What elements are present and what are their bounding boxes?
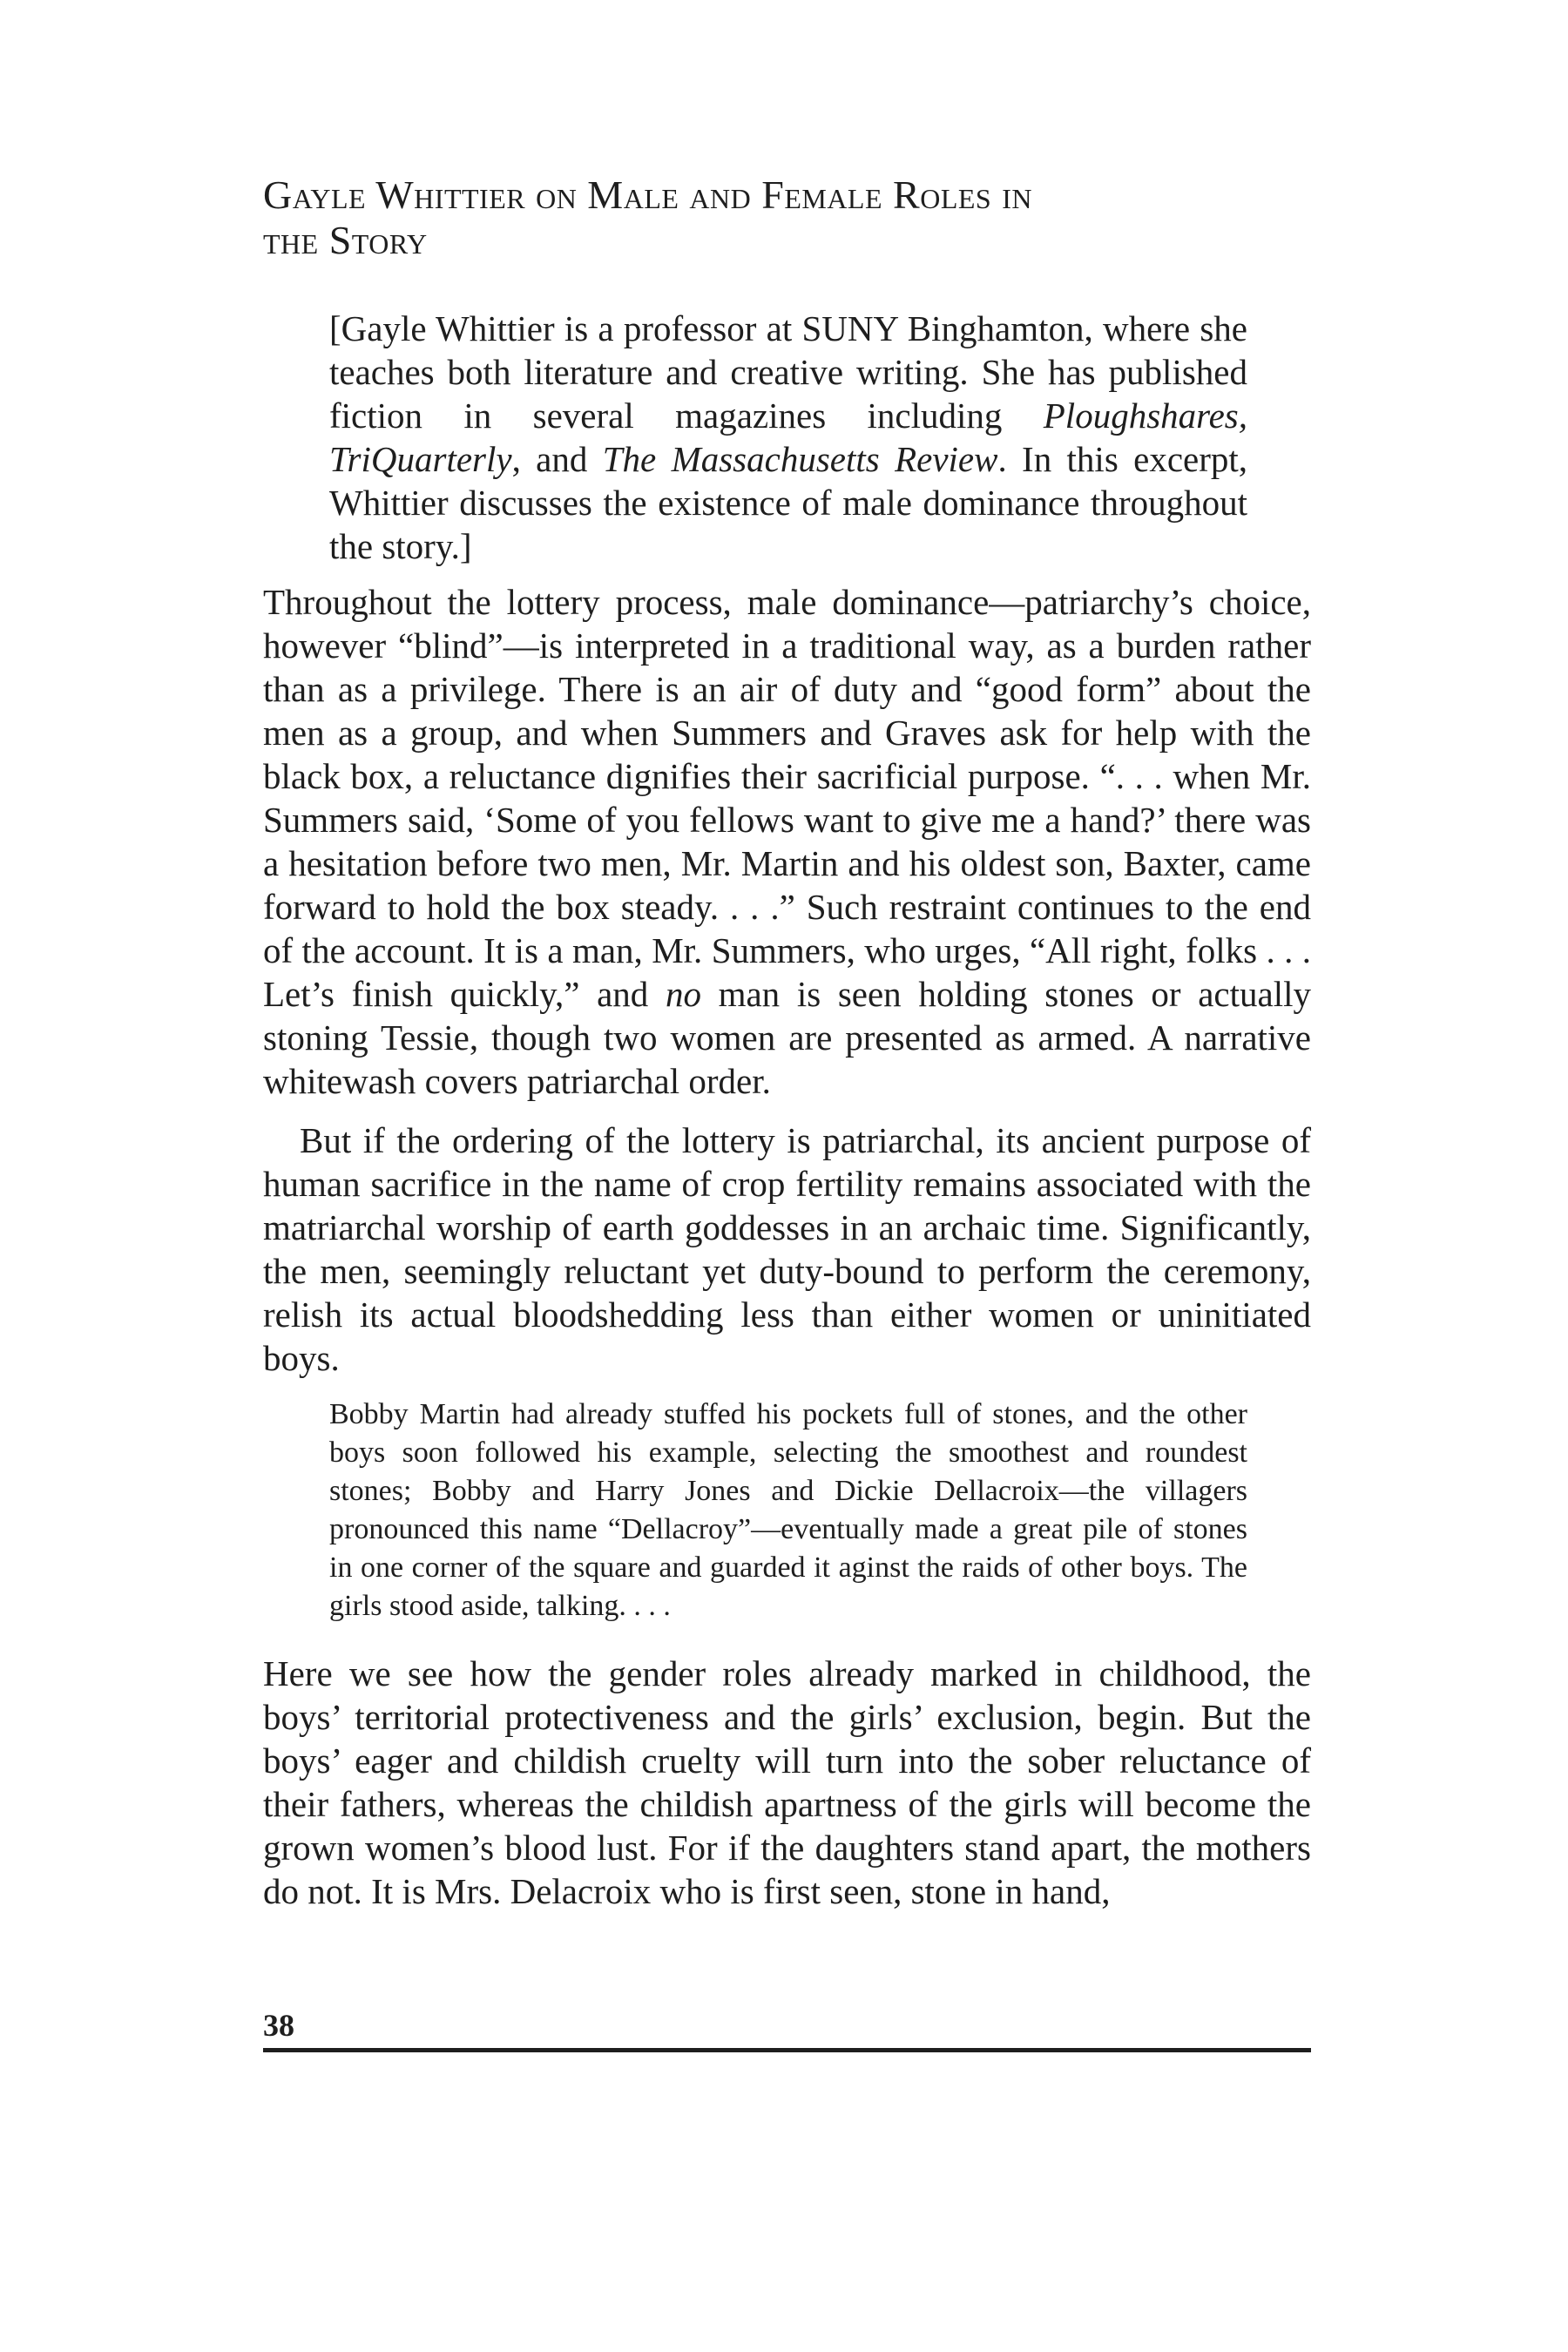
body-paragraph-1 xyxy=(263,580,1311,1103)
intro-italic-magazines: Ploughshares, TriQuarterly xyxy=(329,395,1247,479)
para1-text-after: man is seen holding stones or actually stoning Tessie, though two women are presented as armed. A narrative whitewash covers patriarchal order. xyxy=(263,974,1311,1101)
heading-line-2: the Story xyxy=(263,218,428,262)
body-paragraph-2: But if the ordering of the lottery is patriarchal, its ancient purpose of human sacrifice in the name of crop fertility remains associated with the matriarchal worship of earth goddesses in an archaic time. Significantly, the men, seemingly reluctant yet duty-bound to perform the ceremony, relish its actual bloodshedding less than either women or uninitiated boys. xyxy=(263,1120,1311,1378)
intro-text-1: [Gayle Whittier is a professor at SUNY Binghamton, where she teaches both literature and creative writing. She has published fiction in several magazines including xyxy=(329,308,1247,436)
footer-rule xyxy=(263,2048,1311,2052)
intro-text-2: , and xyxy=(511,439,603,479)
intro-italic-review: The Massachusetts Review xyxy=(602,439,998,479)
author-introduction xyxy=(329,307,1247,568)
para1-text-before: Throughout the lottery process, male dominance—patriarchy’s choice, however “blind”—is interpreted in a traditional way, as a burden rather than as a privilege. There is an air of duty and “good form” about the men as a group, and when Summers and Graves ask for help with the black box, a reluctance dignifies their sacrificial purpose. “. . . when Mr. Summers said, ‘Some of you fellows want to give me a hand?’ there was a hesitation before two men, Mr. Martin and his oldest son, Baxter, came forward to hold the box steady. . . .” Such restraint continues to the end of the account. It is a man, Mr. Summers, who urges, “All right, folks . . . Let’s finish quickly,” and xyxy=(263,582,1311,1014)
page-number: 38 xyxy=(263,2008,294,2043)
block-quote: Bobby Martin had already stuffed his pockets full of stones, and the other boys soon followed his example, selecting the smoothest and roundest stones; Bobby and Harry Jones and Dickie Dellacroix—the villagers pronounced this name “Dellacroy”—eventually made a great pile of stones in one corner of the square and guarded it aginst the raids of other boys. The girls stood aside, talking. . . . xyxy=(329,1398,1247,1622)
para1-italic-no: no xyxy=(665,974,701,1014)
page-footer xyxy=(263,2008,1311,2052)
body-paragraph-3: Here we see how the gender roles already marked in childhood, the boys’ territorial protectiveness and the girls’ exclusion, begin. But the boys’ eager and childish cruelty will turn into the sober reluctance of their fathers, whereas the childish apartness of the girls will become the grown women’s blood lust. For if the daughters stand apart, the mothers do not. It is Mrs. Delacroix who is first seen, stone in hand, xyxy=(263,1653,1311,1911)
page-content xyxy=(263,172,1311,1929)
heading-line-1: Gayle Whittier on Male and Female Roles in xyxy=(263,172,1032,217)
intro-text-3: . In this excerpt, Whittier discusses the existence of male dominance throughout the story.] xyxy=(329,439,1248,566)
section-heading xyxy=(263,172,1311,263)
